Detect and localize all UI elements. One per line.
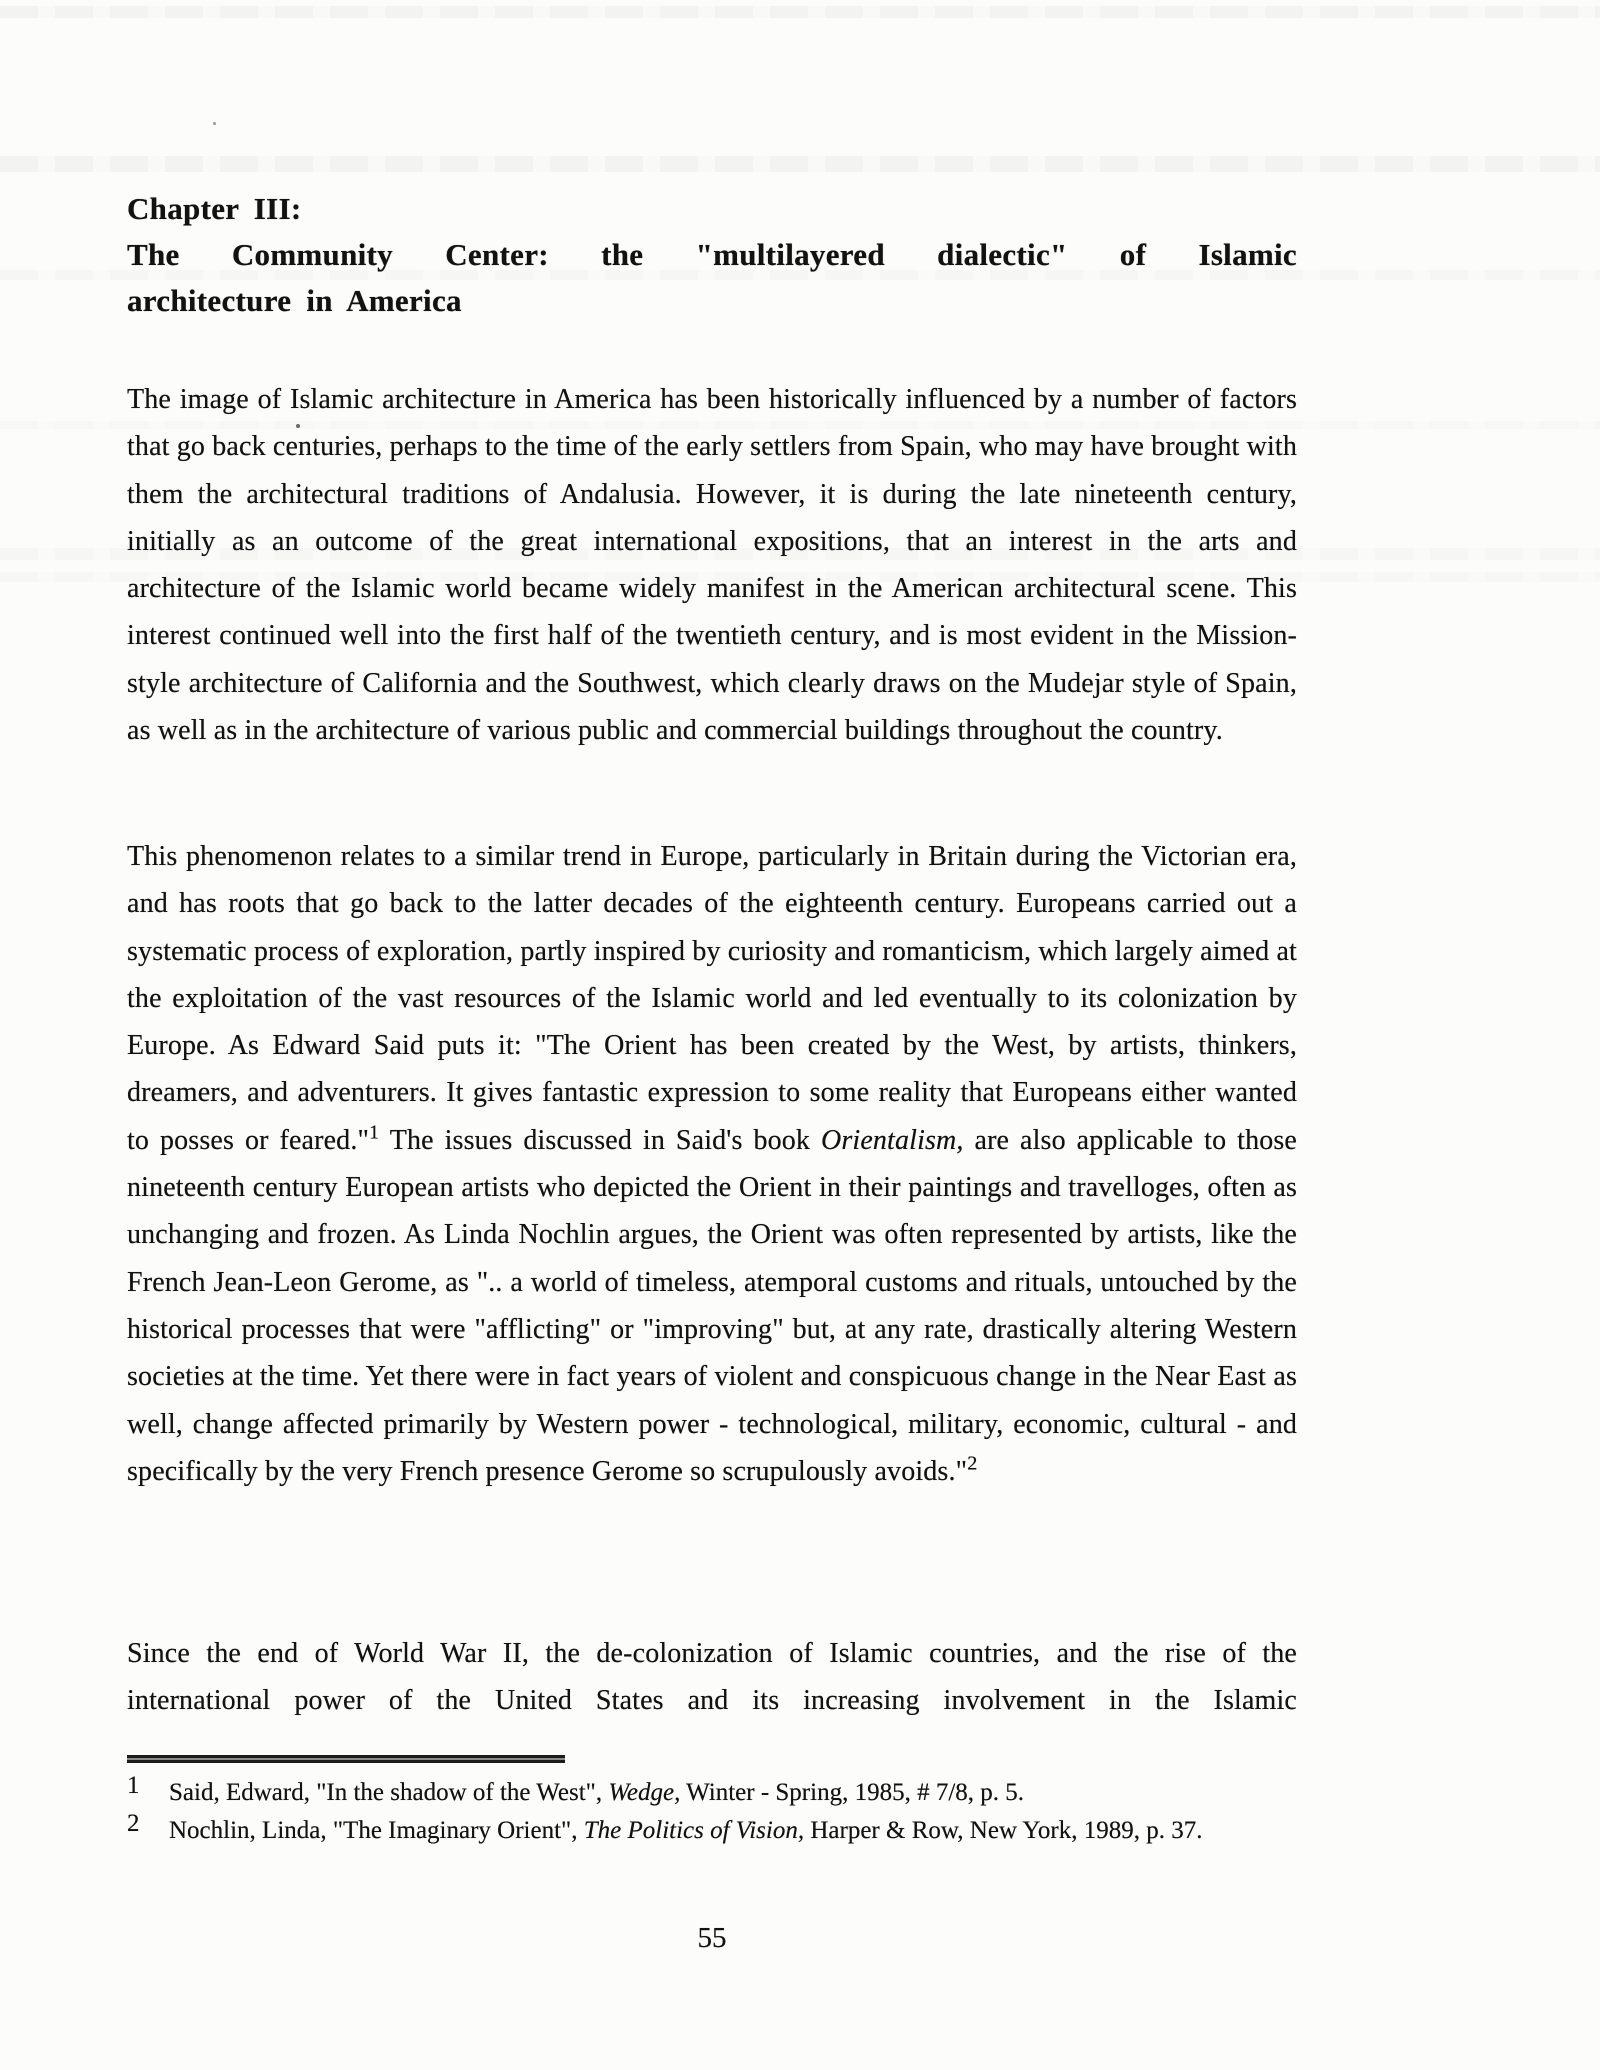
paragraph-2: This phenomenon relates to a similar trend in Europe, particularly in Britain during the Victorian era, and has roots that go back to the latter decades of the eighteenth century. Europeans carried out a systematic process of exploration, partly inspired by curiosity and romanticism, which largely aimed at the exploitation of the vast resources of the Islamic world and led eventually to its colonization by Europe. As Edward Said puts it: "The Orient has been created by the West, by artists, thinkers, dreamers, and adventurers. It gives fantastic expression to some reality that Europeans either wanted to posses or feared."$^1$ The issues discussed in Said's book Orientalism, are also applicable to those nineteenth century European artists who depicted the Orient in their paintings and travelloges, often as unchanging and frozen. As Linda Nochlin argues, the Orient was often represented by artists, like the French Jean-Leon Gerome, as ".. a world of timeless, atemporal customs and rituals, untouched by the historical processes that were "afflicting" or "improving" but, at any rate, drastically altering Western societies at the time. Yet there were in fact years of violent and conspicuous change in the Near East as well, change affected primarily by Western power - technological, military, economic, cultural - and specifically by the very French presence Gerome so scrupulously avoids."$^2$ [127, 841, 1297, 1487]
chapter-heading-line1: Chapter III: [127, 191, 302, 226]
footnote-2-marker: 2 [127, 1810, 140, 1837]
footnote-1-text: Said, Edward, "In the shadow of the West", Wedge, Winter - Spring, 1985, # 7/8, p. 5. [169, 1779, 1025, 1806]
paragraph-3: Since the end of World War II, the de-colonization of Islamic countries, and the rise of the international power of the United States and its increasing involvement in the Islamic [127, 1638, 1297, 1717]
page-number: 55 [697, 1922, 727, 1954]
scan-speck [213, 122, 216, 125]
footnote-separator-rule [127, 1755, 565, 1763]
chapter-heading-line3: architecture in America [127, 283, 462, 318]
paragraph-1: The image of Islamic architecture in America has been historically influenced by a number of factors that go back centuries, perhaps to the time of the early settlers from Spain, who may have brought with them the architectural traditions of Andalusia. However, it is during the late nineteenth century, initially as an outcome of the great international expositions, that an interest in the arts and architecture of the Islamic world became widely manifest in the American architectural scene. This interest continued well into the first half of the twentieth century, and is most evident in the Mission-style architecture of California and the Southwest, which clearly draws on the Mudejar style of Spain, as well as in the architecture of various public and commercial buildings throughout the country. [127, 384, 1297, 747]
footnote-2-text: Nochlin, Linda, "The Imaginary Orient", The Politics of Vision, Harper & Row, New York, 1989, p. 37. [169, 1817, 1203, 1844]
chapter-heading [127, 186, 1297, 324]
footnotes [127, 1774, 1297, 1850]
scan-noise-band [0, 156, 1600, 172]
scan-noise-band [0, 6, 1600, 18]
chapter-heading-line2: The Community Center: the "multilayered dialectic" of Islamic [127, 237, 1297, 272]
footnote-1 [127, 1774, 1297, 1812]
footnote-1-marker: 1 [127, 1772, 140, 1799]
footnote-2 [127, 1812, 1297, 1850]
